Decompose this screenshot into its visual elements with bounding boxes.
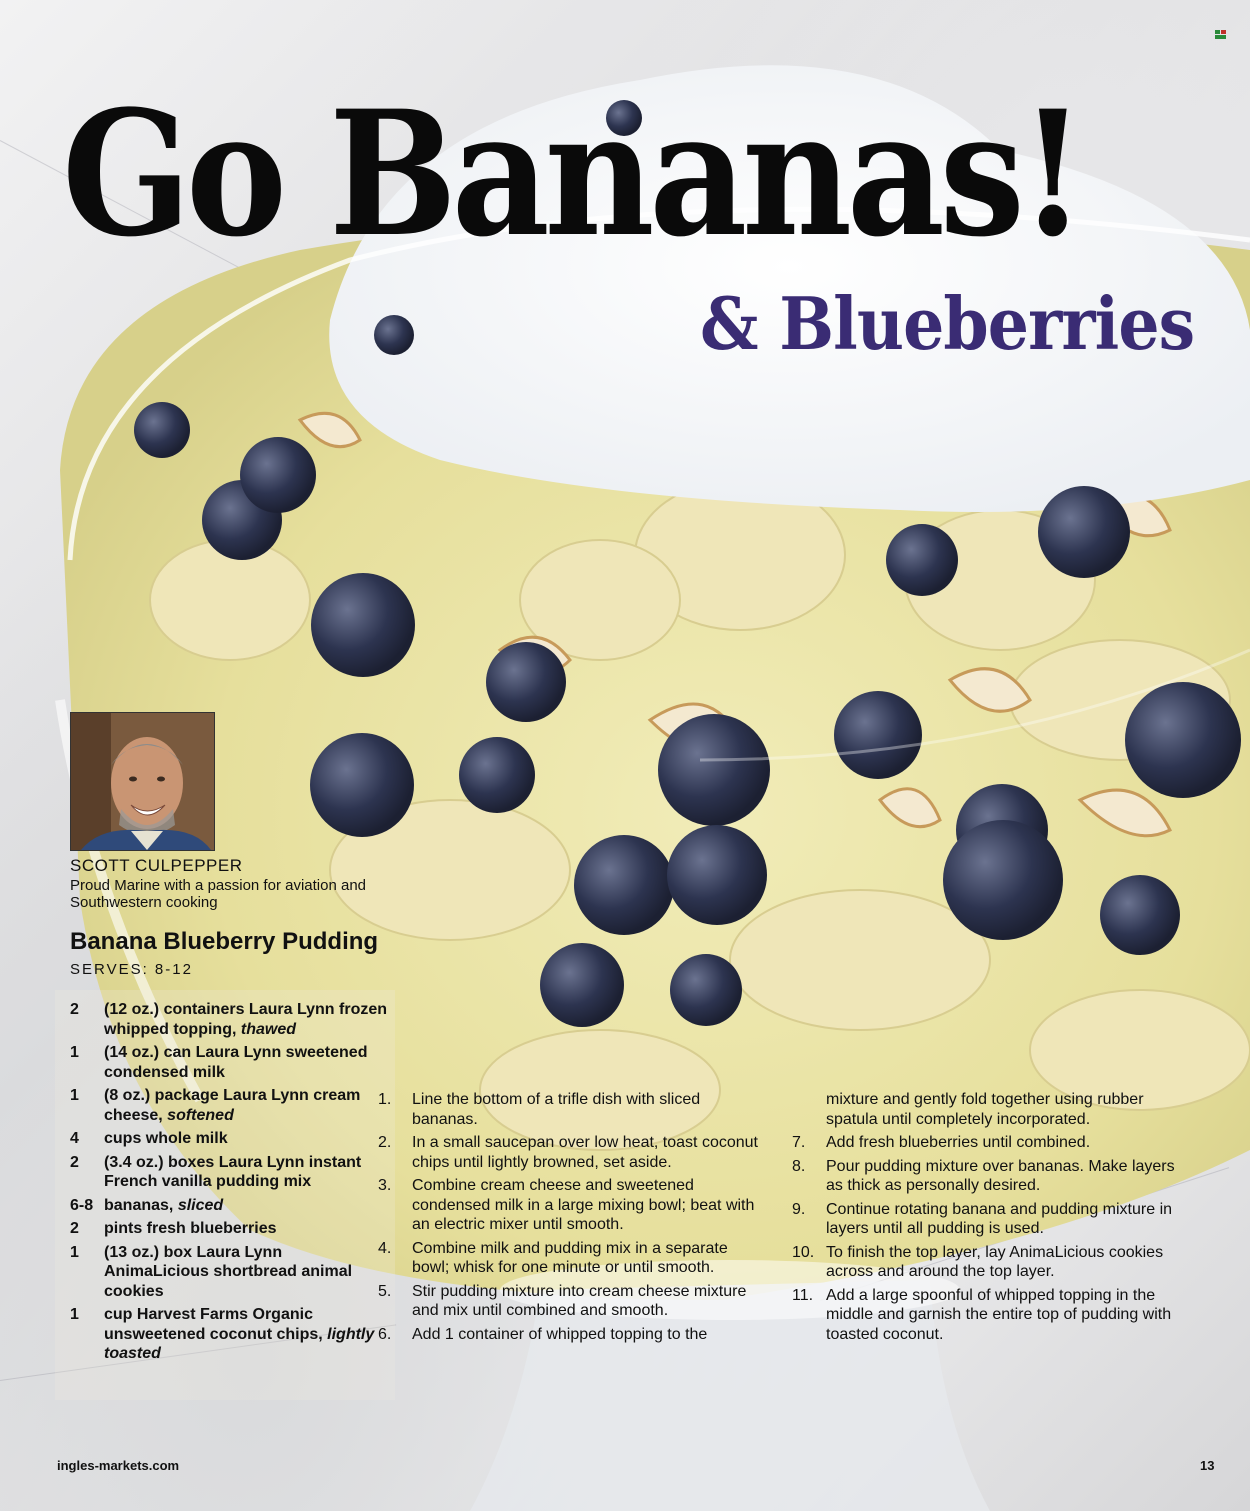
step-item: [792, 1243, 1182, 1282]
ingredient-description: (14 oz.) can Laura Lynn sweetened condensed milk: [104, 1044, 368, 1081]
step-text: In a small saucepan over low heat, toast coconut chips until lightly browned, set aside.: [412, 1134, 758, 1171]
steps-column-left: [378, 1090, 768, 1348]
ingredient-description: (8 oz.) package Laura Lynn cream cheese,: [104, 1087, 361, 1124]
ingredient-qty: 1: [70, 1044, 79, 1061]
ingredient-description: (3.4 oz.) boxes Laura Lynn instant French vanilla pudding mix: [104, 1153, 362, 1190]
step-number: 1.: [378, 1091, 392, 1108]
step-item: [792, 1286, 1182, 1345]
author-photo: [70, 712, 215, 851]
headline: Go Bananas!: [62, 72, 1081, 275]
step-number: 8.: [792, 1157, 806, 1175]
step-item: [378, 1239, 768, 1278]
step-item: [378, 1090, 768, 1129]
step-item: [792, 1200, 1182, 1239]
step-item: [378, 1282, 768, 1321]
subheadline: & Blueberries: [700, 281, 1195, 366]
ingredient-note: softened: [167, 1106, 234, 1124]
ingredient-item: [70, 1043, 390, 1082]
ingredient-text: [104, 1000, 390, 1039]
step-item: [792, 1157, 1182, 1196]
ingredient-note: sliced: [177, 1196, 224, 1214]
ingredient-qty: 2: [70, 1001, 79, 1018]
ingredient-text: [104, 1153, 390, 1192]
recipe-title: Banana Blueberry Pudding: [70, 928, 379, 955]
ingredient-text: [104, 1305, 390, 1364]
ingredient-text: [104, 1086, 390, 1125]
ingredient-item: [70, 1000, 390, 1039]
brand-logo: [1215, 30, 1227, 40]
ingredient-qty: 4: [70, 1130, 79, 1147]
step-number: 7.: [792, 1134, 806, 1151]
step-item: [378, 1325, 768, 1345]
ingredient-note: thawed: [240, 1020, 296, 1038]
ingredient-description: (12 oz.) containers Laura Lynn frozen whipped topping,: [104, 1001, 388, 1038]
ingredient-item: [70, 1153, 390, 1192]
ingredient-item: [70, 1243, 390, 1302]
ingredient-qty: 2: [70, 1220, 79, 1237]
ingredient-text: [104, 1196, 390, 1216]
ingredient-item: [70, 1129, 390, 1149]
step-text: Pour pudding mixture over bananas. Make layers as thick as personally desired.: [826, 1157, 1175, 1194]
step-item: [378, 1176, 768, 1235]
step-number: 9.: [792, 1200, 806, 1218]
ingredient-item: [70, 1219, 390, 1239]
step-text: Add fresh blueberries until combined.: [826, 1134, 1091, 1151]
step-number: 2.: [378, 1134, 392, 1151]
ingredient-item: [70, 1196, 390, 1216]
step-text: Add 1 container of whipped topping to the: [412, 1325, 708, 1343]
ingredient-description: pints fresh blueberries: [104, 1220, 277, 1237]
step-text: Combine cream cheese and sweetened condensed milk in a large mixing bowl; beat with an electric mixer until smooth.: [412, 1177, 755, 1233]
ingredient-description: (13 oz.) box Laura Lynn AnimaLicious shortbread animal cookies: [104, 1243, 353, 1300]
ingredient-qty: 1: [70, 1087, 79, 1104]
step-text: Line the bottom of a trifle dish with sliced bananas.: [412, 1091, 701, 1128]
ingredient-text: [104, 1129, 390, 1149]
step-text: Stir pudding mixture into cream cheese mixture and mix until combined and smooth.: [412, 1282, 747, 1319]
ingredient-description: bananas,: [104, 1196, 174, 1214]
ingredient-description: cups whole milk: [104, 1130, 228, 1147]
step-item: [378, 1133, 768, 1172]
step-text: Continue rotating banana and pudding mixture in layers until all pudding is used.: [826, 1200, 1173, 1237]
ingredient-text: [104, 1243, 390, 1302]
step-number: 6.: [378, 1325, 392, 1343]
step-text: Combine milk and pudding mix in a separate bowl; whisk for one minute or until smooth.: [412, 1239, 728, 1276]
ingredient-list: [70, 1000, 390, 1368]
ingredient-qty: 1: [70, 1306, 79, 1323]
ingredient-qty: 2: [70, 1153, 79, 1171]
ingredient-text: [104, 1219, 390, 1239]
page-number: 13: [1200, 1458, 1215, 1473]
step-number: 3.: [378, 1177, 392, 1194]
step-number: 5.: [378, 1282, 392, 1300]
ingredient-text: [104, 1043, 390, 1082]
step-text: Add a large spoonful of whipped topping in the middle and garnish the entire top of pudding with toasted coconut.: [826, 1286, 1172, 1343]
step-number: 4.: [378, 1239, 392, 1257]
steps-column-right: [792, 1090, 1182, 1348]
step-6-continued: mixture and gently fold together using rubber spatula until completely incorporated.: [826, 1091, 1144, 1128]
ingredient-note: lightly toasted: [104, 1325, 375, 1362]
serves: SERVES: 8-12: [70, 961, 193, 978]
ingredient-qty: 1: [70, 1243, 79, 1261]
ingredient-qty: 6-8: [70, 1196, 94, 1214]
ingredient-item: [70, 1305, 390, 1364]
step-number: 10.: [792, 1243, 815, 1261]
author-bio: Proud Marine with a passion for aviation and Southwestern cooking: [70, 877, 367, 911]
step-item: [792, 1133, 1182, 1153]
footer-website[interactable]: ingles-markets.com: [57, 1458, 180, 1473]
ingredient-item: [70, 1086, 390, 1125]
step-text: To finish the top layer, lay AnimaLicious cookies across and around the top layer.: [826, 1243, 1164, 1280]
step-number: 11.: [792, 1286, 814, 1304]
ingredient-description: cup Harvest Farms Organic unsweetened coconut chips,: [104, 1306, 323, 1343]
author-name: SCOTT CULPEPPER: [70, 856, 243, 875]
